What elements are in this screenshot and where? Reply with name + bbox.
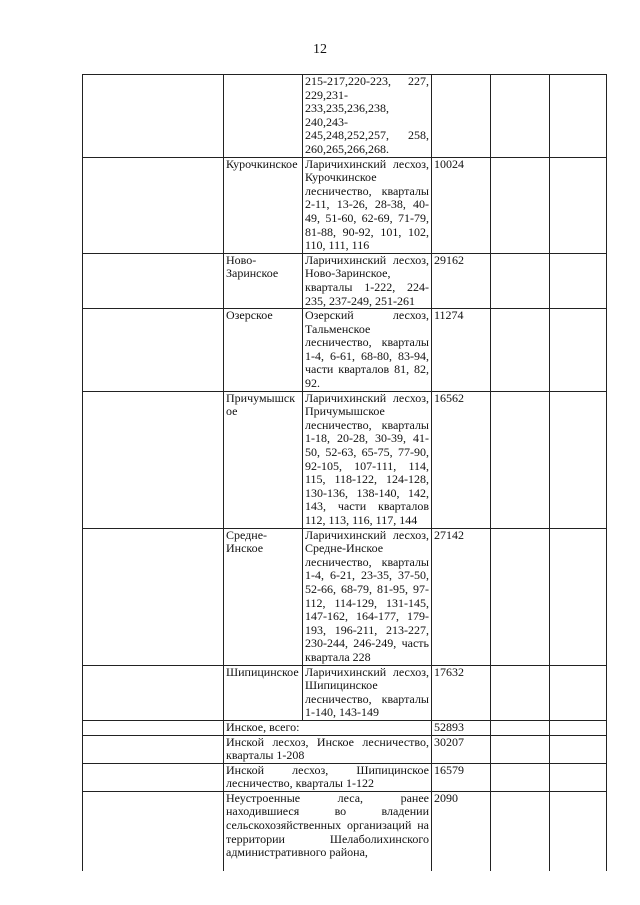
empty-cell (83, 720, 224, 735)
district-description: Ларичихинский лесхоз, Ново-Заринское, кварталы 1-222, 224-235, 237-249, 251-261 (303, 253, 432, 308)
page-number: 12 (313, 42, 327, 57)
empty-cell (491, 309, 550, 392)
table-row (83, 253, 607, 308)
district-description: Ларичихинский лесхоз, Курочкинское лесничество, кварталы 2-11, 13-26, 28-38, 40-49, 51-60, 62-69, 71-79, 81-88, 90-92, 101, 102, 110, 111, 116 (303, 157, 432, 253)
empty-cell (550, 791, 607, 871)
empty-cell (83, 665, 224, 720)
area-value: 17632 (432, 665, 491, 720)
district-name (224, 75, 303, 158)
empty-cell (550, 763, 607, 791)
area-value: 2090 (432, 791, 491, 871)
merged-description: Инской лесхоз, Инское лесничество, кварталы 1-208 (224, 735, 432, 763)
district-description: Озерский лесхоз, Тальменское лесничество, кварталы 1-4, 6-61, 68-80, 83-94, части кварталов 81, 82, 92. (303, 309, 432, 392)
forest-table (82, 74, 607, 871)
area-value: 10024 (432, 157, 491, 253)
area-value: 16562 (432, 391, 491, 528)
area-value: 52893 (432, 720, 491, 735)
district-description: Ларичихинский лесхоз, Причумышское лесничество, кварталы 1-18, 20-28, 30-39, 41-50, 52-63, 65-75, 77-90, 92-105, 107-111, 114, 115, 118-122, 124-128, 130-136, 138-140, 142, 143, части кварталов 112, 113, 116, 117, 144 (303, 391, 432, 528)
table-row (83, 391, 607, 528)
district-description: Ларичихинский лесхоз, Шипицинское лесничество, кварталы 1-140, 143-149 (303, 665, 432, 720)
empty-cell (83, 75, 224, 158)
table-row (83, 528, 607, 665)
merged-description: Инское, всего: (224, 720, 432, 735)
table-row (83, 157, 607, 253)
empty-cell (83, 735, 224, 763)
table-row (83, 735, 607, 763)
area-value: 29162 (432, 253, 491, 308)
empty-cell (550, 309, 607, 392)
table-row (83, 309, 607, 392)
empty-cell (83, 309, 224, 392)
area-value: 30207 (432, 735, 491, 763)
district-name: Причумышское (224, 391, 303, 528)
district-name: Курочкинское (224, 157, 303, 253)
empty-cell (83, 157, 224, 253)
table-row (83, 791, 607, 871)
empty-cell (83, 391, 224, 528)
area-value: 16579 (432, 763, 491, 791)
district-name: Средне-Инское (224, 528, 303, 665)
table-row (83, 75, 607, 158)
empty-cell (550, 75, 607, 158)
empty-cell (491, 763, 550, 791)
merged-description: Неустроенные леса, ранее находившиеся во владении сельскохозяйственных организаций на территории Шелаболихинского административного района, (224, 791, 432, 871)
empty-cell (491, 75, 550, 158)
district-name: Ново-Заринское (224, 253, 303, 308)
empty-cell (491, 253, 550, 308)
empty-cell (550, 391, 607, 528)
table-row (83, 763, 607, 791)
empty-cell (491, 720, 550, 735)
empty-cell (491, 735, 550, 763)
table-row (83, 720, 607, 735)
empty-cell (491, 391, 550, 528)
area-value: 11274 (432, 309, 491, 392)
empty-cell (491, 665, 550, 720)
empty-cell (491, 791, 550, 871)
empty-cell (83, 528, 224, 665)
district-name: Шипицинское (224, 665, 303, 720)
empty-cell (550, 720, 607, 735)
empty-cell (83, 791, 224, 871)
area-value: 27142 (432, 528, 491, 665)
empty-cell (550, 528, 607, 665)
merged-description: Инской лесхоз, Шипицинское лесничество, кварталы 1-122 (224, 763, 432, 791)
district-description: Ларичихинский лесхоз, Средне-Инское лесничество, кварталы 1-4, 6-21, 23-35, 37-50, 52-66, 68-79, 81-95, 97-112, 114-129, 131-145, 147-162, 164-177, 179-193, 196-211, 213-227, 230-244, 246-249, часть квартала 228 (303, 528, 432, 665)
empty-cell (83, 763, 224, 791)
district-name: Озерское (224, 309, 303, 392)
area-value (432, 75, 491, 158)
empty-cell (491, 528, 550, 665)
empty-cell (550, 665, 607, 720)
table-row (83, 665, 607, 720)
empty-cell (550, 253, 607, 308)
empty-cell (550, 735, 607, 763)
empty-cell (550, 157, 607, 253)
district-description: 215-217,220-223, 227, 229,231-233,235,236,238, 240,243-245,248,252,257, 258, 260,265,266,268. (303, 75, 432, 158)
empty-cell (491, 157, 550, 253)
empty-cell (83, 253, 224, 308)
